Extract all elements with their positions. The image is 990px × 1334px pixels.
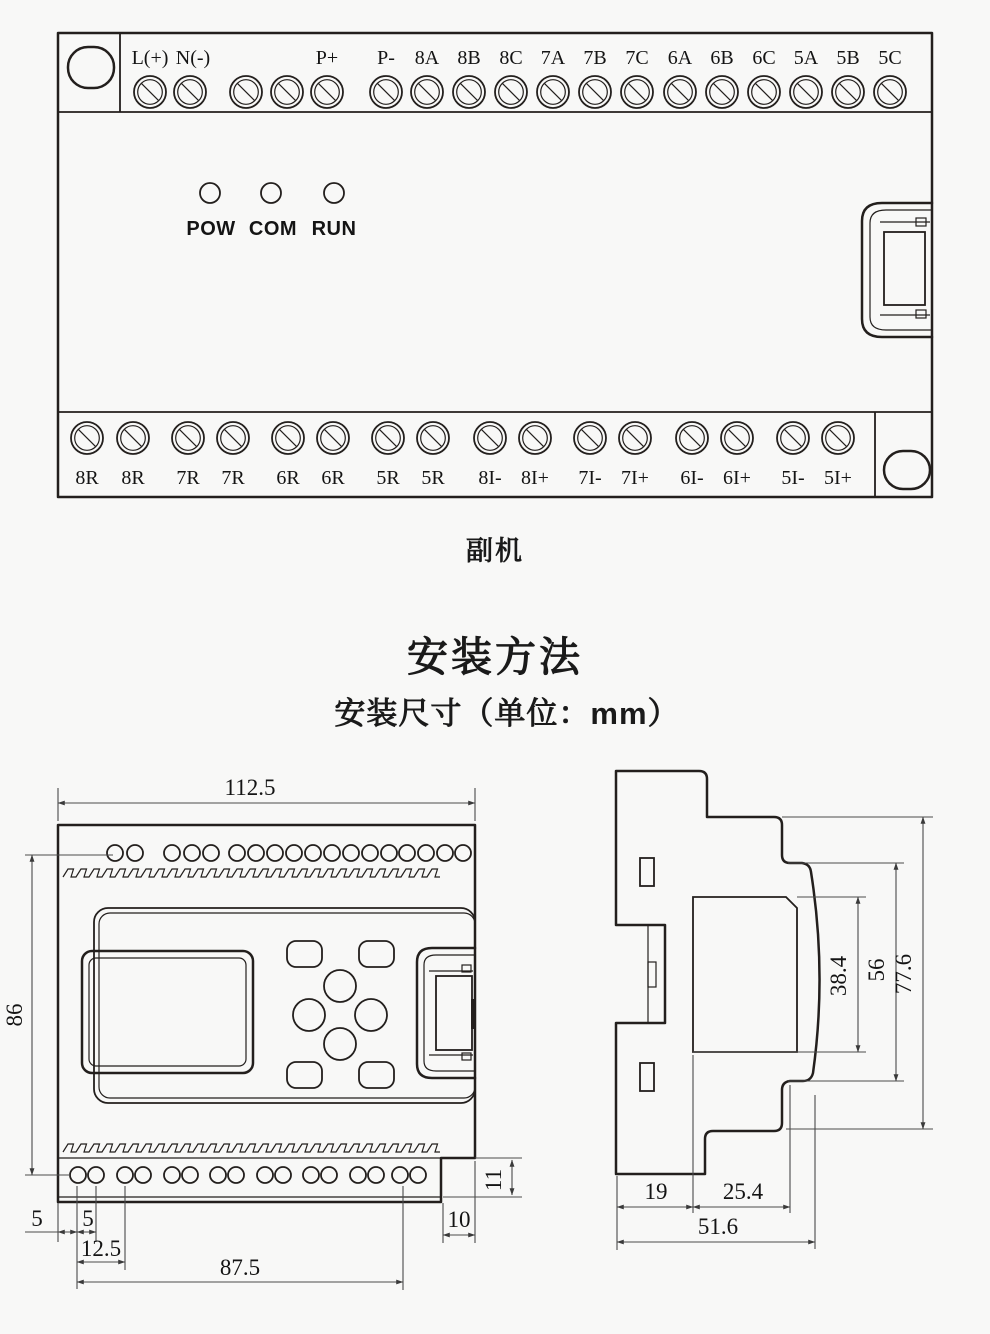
terminal-screw-icon	[790, 76, 822, 108]
mounting-hole-bottom-right	[884, 451, 930, 489]
terminal-label: 8R	[75, 467, 99, 489]
terminal-screw-icon	[495, 76, 527, 108]
side-panel	[693, 897, 797, 1052]
terminal-hole-icon	[381, 845, 397, 861]
terminal-hole-icon	[70, 1167, 86, 1183]
dim-notch-width: 10	[447, 1207, 471, 1232]
terminal-screw-icon	[676, 422, 708, 454]
terminal-label: 5R	[421, 467, 445, 489]
front-view-drawing	[2, 775, 522, 1290]
terminal-screw-icon	[271, 76, 303, 108]
terminal-screw-icon	[311, 76, 343, 108]
terminal-label: 5B	[836, 47, 860, 69]
terminal-hole-icon	[418, 845, 434, 861]
terminal-hole-icon	[392, 1167, 408, 1183]
terminal-label: 5R	[376, 467, 400, 489]
terminal-screw-icon	[317, 422, 349, 454]
dim-mid-height: 56	[864, 958, 889, 982]
terminal-label: 8I+	[521, 467, 549, 489]
terminal-hole-icon	[437, 845, 453, 861]
front-bottom-holes	[70, 1167, 426, 1183]
section-subtitle: 安装尺寸（单位：mm）	[334, 696, 680, 731]
terminal-hole-icon	[257, 1167, 273, 1183]
side-slot-bottom	[640, 1063, 654, 1091]
terminal-label: 8C	[499, 47, 523, 69]
terminal-label: 6B	[710, 47, 734, 69]
terminal-screw-icon	[721, 422, 753, 454]
dim-back-depth: 19	[644, 1179, 668, 1204]
terminal-device-figure	[58, 33, 932, 497]
dim-hole-pitch: 5	[82, 1206, 94, 1231]
dim-pair-span: 12.5	[80, 1236, 122, 1261]
dim-panel-height: 38.4	[826, 955, 851, 997]
terminal-screw-icon	[417, 422, 449, 454]
terminal-label: 5A	[793, 47, 819, 69]
terminal-screw-icon	[579, 76, 611, 108]
terminal-label: 8A	[414, 47, 440, 69]
terminal-screw-icon	[777, 422, 809, 454]
terminal-hole-icon	[324, 845, 340, 861]
terminal-hole-icon	[368, 1167, 384, 1183]
terminal-hole-icon	[182, 1167, 198, 1183]
terminal-hole-icon	[135, 1167, 151, 1183]
terminal-label: 7R	[176, 467, 200, 489]
pow-led-label: POW	[186, 218, 236, 240]
dim-total-depth: 51.6	[697, 1214, 739, 1239]
expansion-port	[862, 203, 932, 337]
terminal-label: 6R	[276, 467, 300, 489]
vent-zigzag-top	[63, 869, 440, 877]
com-led-icon	[261, 183, 281, 203]
front-expansion-port	[417, 948, 476, 1078]
run-led-icon	[324, 183, 344, 203]
terminal-hole-icon	[107, 845, 123, 861]
side-outline	[616, 771, 820, 1174]
terminal-label: 7I+	[621, 467, 649, 489]
terminal-screw-icon	[411, 76, 443, 108]
terminal-screw-icon	[748, 76, 780, 108]
terminal-screw-icon	[664, 76, 696, 108]
terminal-screw-icon	[519, 422, 551, 454]
terminal-label: 6R	[321, 467, 345, 489]
terminal-label: L(+)	[131, 47, 169, 69]
terminal-label: 8I-	[478, 467, 502, 489]
keypad	[287, 941, 394, 1088]
terminal-screw-icon	[217, 422, 249, 454]
terminal-hole-icon	[321, 1167, 337, 1183]
terminal-label: 7B	[583, 47, 607, 69]
side-slot-top	[640, 858, 654, 886]
terminal-hole-icon	[117, 1167, 133, 1183]
dim-hole-span: 87.5	[219, 1255, 261, 1280]
bottom-terminal-screws	[71, 422, 854, 454]
terminal-screw-icon	[71, 422, 103, 454]
terminal-hole-icon	[362, 845, 378, 861]
terminal-screw-icon	[172, 422, 204, 454]
din-clip-tooth	[648, 962, 656, 987]
device-caption: 副机	[466, 536, 524, 566]
terminal-screw-icon	[230, 76, 262, 108]
section-title: 安装方法	[407, 634, 583, 680]
terminal-label: P+	[315, 47, 339, 69]
terminal-hole-icon	[455, 845, 471, 861]
terminal-screw-icon	[537, 76, 569, 108]
terminal-label: 7I-	[578, 467, 602, 489]
dim-total-height: 77.6	[891, 953, 916, 995]
terminal-screw-icon	[822, 422, 854, 454]
dim-notch-height: 11	[481, 1168, 506, 1192]
terminal-screw-icon	[619, 422, 651, 454]
terminal-hole-icon	[88, 1167, 104, 1183]
terminal-screw-icon	[372, 422, 404, 454]
terminal-label: 8R	[121, 467, 145, 489]
terminal-screw-icon	[706, 76, 738, 108]
terminal-label: 7R	[221, 467, 245, 489]
terminal-screw-icon	[134, 76, 166, 108]
screen	[89, 958, 246, 1066]
status-leds	[186, 183, 356, 240]
terminal-hole-icon	[343, 845, 359, 861]
terminal-hole-icon	[267, 845, 283, 861]
terminal-label: 6I-	[680, 467, 704, 489]
front-outline	[58, 825, 475, 1202]
terminal-screw-icon	[574, 422, 606, 454]
side-view-drawing	[616, 771, 933, 1250]
terminal-screw-icon	[174, 76, 206, 108]
terminal-hole-icon	[127, 845, 143, 861]
terminal-label: 7C	[625, 47, 649, 69]
terminal-hole-icon	[399, 845, 415, 861]
dim-edge-to-hole: 5	[31, 1206, 43, 1231]
terminal-label: 5C	[878, 47, 902, 69]
com-led-label: COM	[248, 218, 298, 240]
terminal-hole-icon	[286, 845, 302, 861]
mounting-hole-top-left	[68, 47, 114, 88]
dim-front-height: 86	[2, 1003, 27, 1027]
terminal-hole-icon	[203, 845, 219, 861]
terminal-hole-icon	[184, 845, 200, 861]
terminal-screw-icon	[474, 422, 506, 454]
dim-front-width: 112.5	[224, 775, 276, 800]
terminal-label: 6I+	[723, 467, 751, 489]
terminal-screw-icon	[621, 76, 653, 108]
terminal-label: 6C	[752, 47, 776, 69]
terminal-label: 5I-	[781, 467, 805, 489]
terminal-hole-icon	[228, 1167, 244, 1183]
terminal-label: P-	[377, 47, 395, 69]
terminal-hole-icon	[229, 845, 245, 861]
terminal-screw-icon	[370, 76, 402, 108]
terminal-hole-icon	[210, 1167, 226, 1183]
terminal-hole-icon	[410, 1167, 426, 1183]
terminal-label: 5I+	[824, 467, 852, 489]
front-top-holes	[107, 845, 471, 861]
terminal-hole-icon	[303, 1167, 319, 1183]
terminal-screw-icon	[832, 76, 864, 108]
terminal-screw-icon	[272, 422, 304, 454]
pow-led-icon	[200, 183, 220, 203]
terminal-hole-icon	[275, 1167, 291, 1183]
terminal-hole-icon	[248, 845, 264, 861]
terminal-screw-icon	[453, 76, 485, 108]
top-terminal-screws	[134, 76, 906, 108]
vent-zigzag-bottom	[63, 1144, 440, 1152]
terminal-screw-icon	[874, 76, 906, 108]
terminal-hole-icon	[164, 845, 180, 861]
terminal-hole-icon	[305, 845, 321, 861]
bottom-terminal-labels	[75, 467, 852, 489]
terminal-label: 6A	[667, 47, 693, 69]
terminal-label: 8B	[457, 47, 481, 69]
terminal-label: N(-)	[175, 47, 211, 69]
dim-mid-depth: 25.4	[722, 1179, 764, 1204]
screen-bezel	[82, 951, 253, 1073]
terminal-label: 7A	[540, 47, 566, 69]
run-led-label: RUN	[311, 218, 357, 240]
terminal-hole-icon	[350, 1167, 366, 1183]
terminal-screw-icon	[117, 422, 149, 454]
terminal-hole-icon	[164, 1167, 180, 1183]
top-terminal-labels	[132, 47, 902, 69]
